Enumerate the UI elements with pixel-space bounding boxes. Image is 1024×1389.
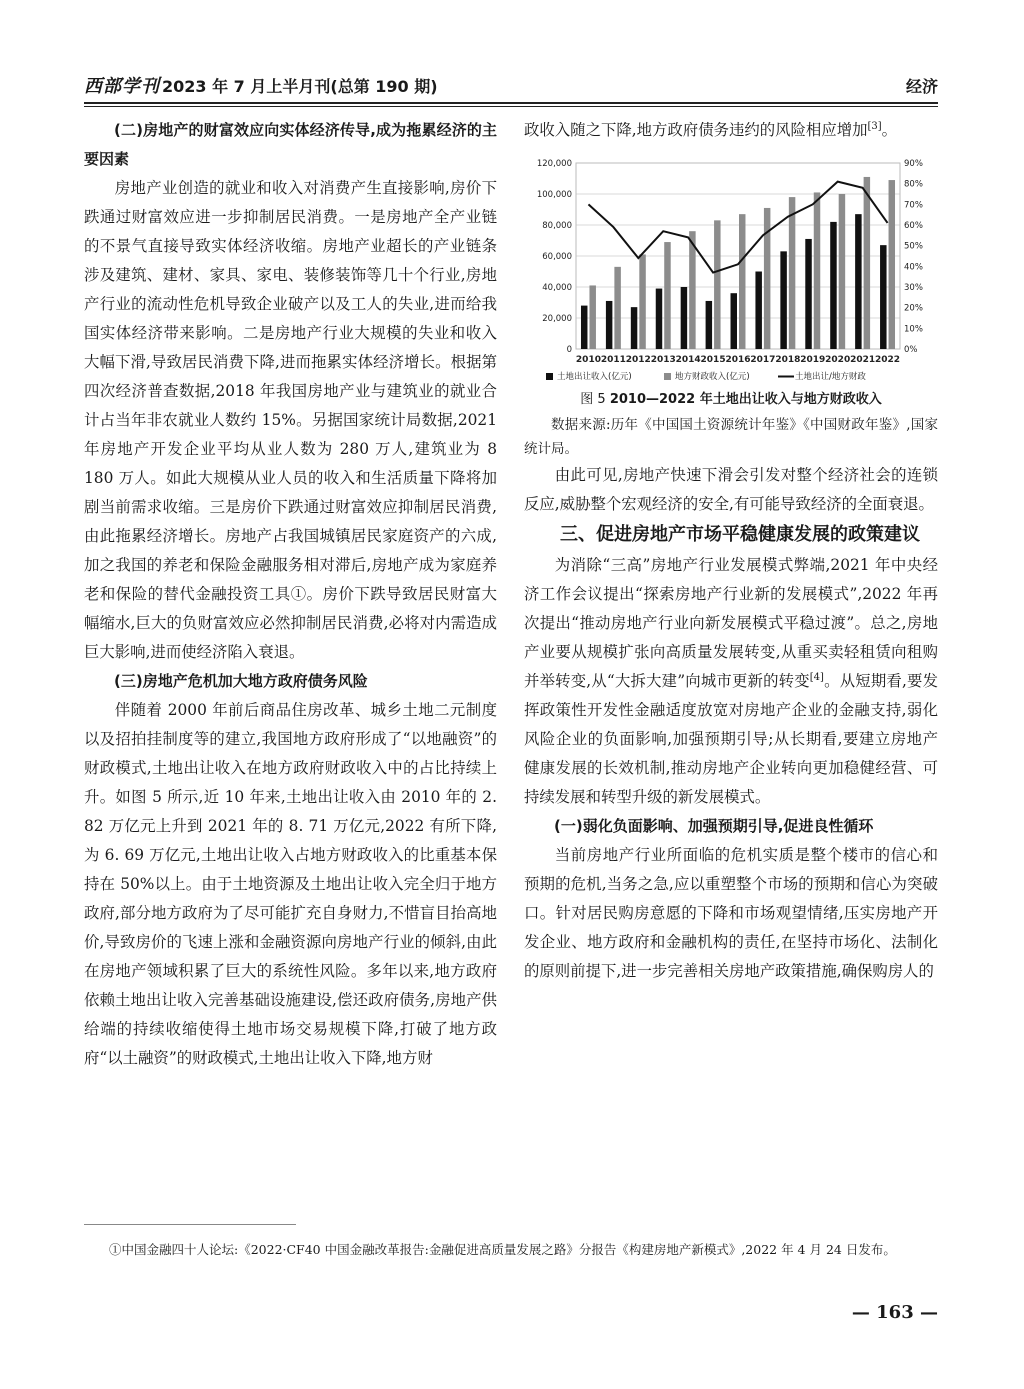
- paragraph-policy-b: 。从短期看,要发挥政策性开发性金融适度放宽对房地产企业的金融支持,弱化风险企业的负面影响,加强预期引导;从长期看,要建立房地产健康发展的长效机制,推动房地产企业转向更加稳健经营、可持续发展和转型升级的新发展模式。: [524, 672, 938, 806]
- bar-land-revenue: [681, 287, 687, 349]
- legend-label: 土地出让收入(亿元): [557, 372, 632, 382]
- bar-land-revenue: [755, 272, 761, 350]
- bar-land-revenue: [780, 251, 786, 349]
- bar-fiscal-revenue: [864, 177, 870, 349]
- bar-land-revenue: [830, 222, 836, 349]
- paragraph-continued: [524, 116, 938, 145]
- bar-fiscal-revenue: [689, 231, 695, 349]
- y-left-tick-label: 120,000: [536, 159, 572, 169]
- citation-4: [4]: [809, 671, 824, 683]
- bar-land-revenue: [855, 214, 861, 349]
- citation-3: [3]: [867, 120, 882, 132]
- bar-land-revenue: [631, 307, 637, 349]
- x-tick-label: 2021: [850, 355, 876, 365]
- y-right-tick-label: 40%: [904, 262, 923, 273]
- right-column: [524, 116, 938, 986]
- y-left-tick-label: 100,000: [536, 190, 572, 200]
- y-left-tick-label: 40,000: [542, 283, 572, 293]
- subsection-heading-2: (二)房地产的财富效应向实体经济传导,成为拖累经济的主要因素: [84, 121, 497, 168]
- figure-number: 图 5: [580, 392, 606, 407]
- y-right-tick-label: 70%: [904, 200, 923, 211]
- paragraph-confidence: 当前房地产行业所面临的危机实质是整个楼市的信心和预期的危机,当务之急,应以重塑整个市场的预期和信心为突破口。针对居民购房意愿的下降和市场观望情绪,压实房地产开发企业、地方政府和金融机构的责任,在坚持市场化、法制化的原则前提下,进一步完善相关房地产政策措施,确保购房人的: [524, 846, 938, 980]
- issue-info: 2023 年 7 月上半月刊(总第 190 期): [162, 76, 438, 96]
- y-right-tick-label: 90%: [904, 159, 923, 169]
- page-number: — 163 —: [851, 1302, 938, 1323]
- bar-fiscal-revenue: [664, 242, 670, 349]
- x-tick-label: 2014: [675, 355, 701, 365]
- x-tick-label: 2012: [625, 355, 651, 365]
- y-left-tick-label: 60,000: [542, 252, 572, 262]
- bar-land-revenue: [581, 306, 587, 349]
- bar-fiscal-revenue: [789, 197, 795, 349]
- footnote: ①中国金融四十人论坛:《2022·CF40 中国金融改革报告:金融促进高质量发展之路》分报告《构建房地产新模式》,2022 年 4 月 24 日发布。: [109, 1242, 896, 1257]
- figure-5-chart: [524, 155, 938, 387]
- bar-fiscal-revenue: [614, 267, 620, 349]
- y-right-tick-label: 0%: [904, 345, 918, 355]
- paragraph-policy-a: 为消除“三高”房地产行业发展模式弊端,2021 年中央经济工作会议提出“探索房地产行业新的发展模式”,2022 年再次提出“推动房地产行业向新发展模式平稳过渡”。总之,房地产业要从规模扩张向高质量发展转变,从重买卖轻租赁向租购并举转变,从“大拆大建”向城市更新的转变: [524, 556, 938, 690]
- journal-logo: 西部学刊: [84, 76, 160, 97]
- y-right-tick-label: 80%: [904, 179, 923, 190]
- x-tick-label: 2015: [700, 355, 726, 365]
- subsection-heading-a: (一)弱化负面影响、加强预期引导,促进良性循环: [554, 817, 874, 835]
- bar-land-revenue: [805, 239, 811, 349]
- x-tick-label: 2020: [825, 355, 851, 365]
- paragraph-continued-end: 。: [881, 121, 898, 139]
- x-tick-label: 2011: [600, 355, 626, 365]
- bar-land-revenue: [880, 245, 886, 349]
- paragraph-local-debt: 伴随着 2000 年前后商品住房改革、城乡土地二元制度以及招拍挂制度等的建立,我国地方政府形成了“以地融资”的财政模式,土地出让收入在地方政府财政收入中的占比持续上升。如图 5 所示,近 10 年来,土地出让收入由 2010 年的 2. 82 万亿元上升到 2021 年的 8. 71 万亿元,2022 有所下降,为 6. 69 万亿元,土地出让收入占地方财政收入的比重基本保持在 50%以上。由于土地资源及土地出让收入完全归于地方政府,部分地方政府为了尽可能扩充自身财力,不惜盲目抬高地价,导致房价的飞速上涨和金融资源向房地产行业的倾斜,由此在房地产领域积累了巨大的系统性风险。多年以来,地方政府依赖土地出让收入完善基础设施建设,偿还政府债务,房地产供给端的持续收缩使得土地市场交易规模下降,打破了地方政府“以土融资”的财政模式,土地出让收入下降,地方财: [84, 701, 497, 1067]
- paragraph-conclusion: 由此可见,房地产快速下滑会引发对整个经济社会的连锁反应,威胁整个宏观经济的安全,有可能导致经济的全面衰退。: [524, 466, 938, 513]
- paragraph-policy: [524, 551, 938, 812]
- y-right-tick-label: 60%: [904, 221, 923, 231]
- y-left-tick-label: 80,000: [542, 221, 572, 231]
- paragraph-continued-text: 政收入随之下降,地方政府债务违约的风险相应增加: [524, 121, 868, 139]
- running-header: [84, 70, 938, 100]
- left-column: [84, 116, 497, 1073]
- section-label: 经济: [905, 76, 938, 96]
- subsection-heading-3: (三)房地产危机加大地方政府债务风险: [114, 672, 368, 690]
- bar-fiscal-revenue: [814, 192, 820, 349]
- bar-fiscal-revenue: [764, 208, 770, 349]
- x-tick-label: 2018: [775, 355, 801, 365]
- x-tick-label: 2016: [725, 355, 751, 365]
- figure-title: 2010—2022 年土地出让收入与地方财政收入: [609, 392, 882, 407]
- legend-label: 地方财政收入(亿元): [675, 372, 750, 382]
- bar-fiscal-revenue: [739, 214, 745, 349]
- bar-fiscal-revenue: [589, 285, 595, 349]
- figure-caption: [524, 387, 938, 413]
- y-right-tick-label: 10%: [904, 324, 923, 335]
- journal-masthead: [84, 72, 438, 98]
- footnote-rule: [84, 1224, 296, 1225]
- bar-land-revenue: [606, 301, 612, 349]
- x-tick-label: 2017: [750, 355, 776, 365]
- header-rule: [84, 102, 938, 104]
- y-left-tick-label: 20,000: [542, 314, 572, 324]
- bar-fiscal-revenue: [839, 194, 845, 349]
- x-tick-label: 2010: [575, 355, 601, 365]
- x-tick-label: 2022: [875, 355, 901, 365]
- chart-svg: [524, 155, 938, 387]
- y-right-tick-label: 50%: [904, 241, 923, 252]
- x-tick-label: 2019: [800, 355, 826, 365]
- y-right-tick-label: 30%: [904, 283, 923, 293]
- bar-fiscal-revenue: [639, 254, 645, 349]
- legend-swatch: [546, 373, 553, 380]
- bar-fiscal-revenue: [714, 220, 720, 349]
- legend-label: 土地出让/地方财政: [795, 372, 866, 382]
- header-rule-thin: [84, 106, 938, 107]
- paragraph-wealth-effect: 房地产业创造的就业和收入对消费产生直接影响,房价下跌通过财富效应进一步抑制居民消费。一是房地产全产业链的不景气直接导致实体经济收缩。房地产业超长的产业链条涉及建筑、建材、家具、家电、装修装饰等几十个行业,房地产行业的流动性危机导致企业破产以及工人的失业,进而给我国实体经济带来影响。二是房地产行业大规模的失业和收入大幅下滑,导致居民消费下降,进而拖累实体经济增长。根据第四次经济普查数据,2018 年我国房地产业与建筑业的就业合计占当年非农就业人数约 15%。另据国家统计局数据,2021 年房地产开发企业平均从业人数为 280 万人,建筑业为 8 180 万人。如此大规模从业人员的收入和生活质量下降将加剧当前需求收缩。三是房价下跌通过财富效应抑制居民消费,由此拖累经济增长。房地产占我国城镇居民家庭资产的六成,加之我国的养老和保险金融服务相对滞后,房地产成为家庭养老和保险的替代金融投资工具①。房价下跌导致居民财富大幅缩水,巨大的负财富效应必然抑制居民消费,必将对内需造成巨大影响,进而使经济陷入衰退。: [84, 179, 497, 661]
- x-tick-label: 2013: [650, 355, 676, 365]
- bar-fiscal-revenue: [889, 180, 895, 349]
- bar-land-revenue: [731, 293, 737, 349]
- y-left-tick-label: 0: [566, 345, 572, 355]
- figure-source: 数据来源:历年《中国国土资源统计年鉴》《中国财政年鉴》,国家统计局。: [524, 417, 938, 457]
- bar-land-revenue: [656, 289, 662, 349]
- legend-swatch: [664, 373, 671, 380]
- bar-land-revenue: [706, 301, 712, 349]
- section-heading-3: 三、促进房地产市场平稳健康发展的政策建议: [560, 524, 920, 545]
- y-right-tick-label: 20%: [904, 303, 923, 314]
